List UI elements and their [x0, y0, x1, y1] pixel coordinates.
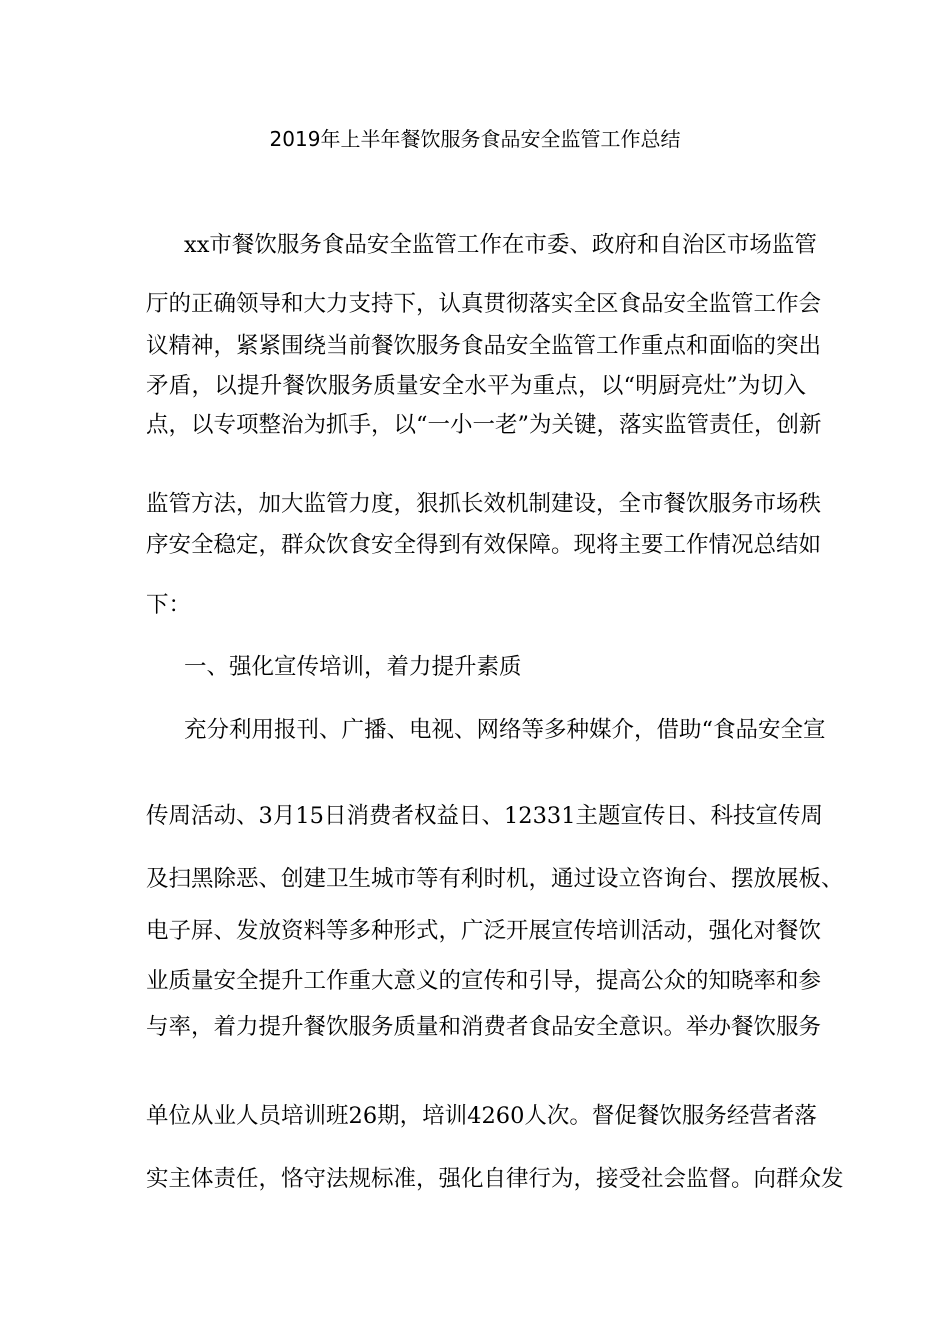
paragraph-line: 序安全稳定，群众饮食安全得到有效保障。现将主要工作情况总结如 — [146, 532, 822, 558]
paragraph-line: 单位从业人员培训班26期，培训4260人次。督促餐饮服务经营者落 — [146, 1103, 817, 1129]
paragraph-line: 下： — [146, 592, 192, 618]
paragraph-line: 业质量安全提升工作重大意义的宣传和引导，提高公众的知晓率和参 — [146, 968, 822, 994]
paragraph-line: xx市餐饮服务食品安全监管工作在市委、政府和自治区市场监管 — [184, 232, 817, 258]
paragraph-line: 议精神，紧紧围绕当前餐饮服务食品安全监管工作重点和面临的突出 — [146, 333, 822, 359]
paragraph-line: 矛盾，以提升餐饮服务质量安全水平为重点，以“明厨亮灶”为切入 — [146, 373, 806, 399]
paragraph-line: 监管方法，加大监管力度，狠抓长效机制建设，全市餐饮服务市场秩 — [146, 491, 822, 517]
paragraph-line: 点，以专项整治为抓手，以“一小一老”为关键，落实监管责任，创新 — [146, 412, 822, 438]
paragraph-line: 厅的正确领导和大力支持下，认真贯彻落实全区食品安全监管工作会 — [146, 291, 822, 317]
paragraph-line: 与率，着力提升餐饮服务质量和消费者食品安全意识。举办餐饮服务 — [146, 1014, 822, 1040]
paragraph-line: 实主体责任，恪守法规标准，强化自律行为，接受社会监督。向群众发 — [146, 1166, 844, 1192]
paragraph-line: 电子屏、发放资料等多种形式，广泛开展宣传培训活动，强化对餐饮 — [146, 918, 822, 944]
paragraph-line: 传周活动、3月15日消费者权益日、12331主题宣传日、科技宣传周 — [146, 803, 824, 829]
paragraph-line: 充分利用报刊、广播、电视、网络等多种媒介，借助“食品安全宣 — [184, 717, 826, 743]
section-heading: 一、强化宣传培训，着力提升素质 — [184, 654, 522, 680]
paragraph-line: 及扫黑除恶、创建卫生城市等有利时机，通过设立咨询台、摆放展板、 — [146, 866, 844, 892]
document-title: 2019年上半年餐饮服务食品安全监管工作总结 — [269, 127, 681, 151]
